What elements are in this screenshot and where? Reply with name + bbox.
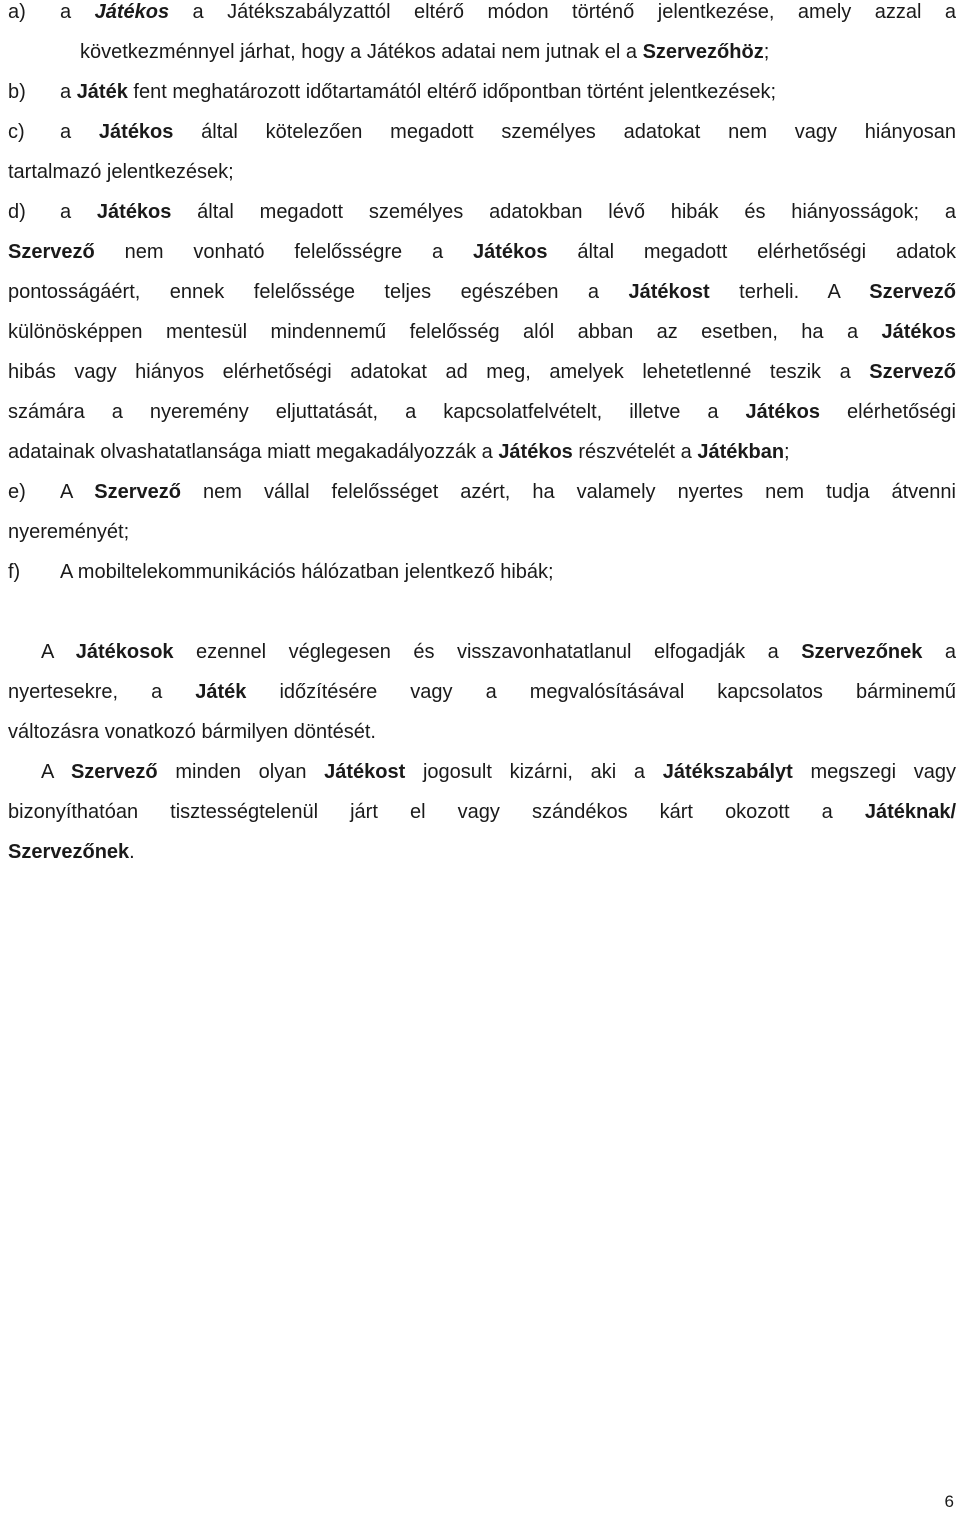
item-text-line: a Játékos által megadott személyes adatokban lévő hibák és hiányosságok; a bbox=[60, 201, 956, 223]
paragraph-line: változásra vonatkozó bármilyen döntését. bbox=[8, 721, 376, 743]
item-text-line: következménnyel járhat, hogy a Játékos adatai nem jutnak el a Szervezőhöz; bbox=[80, 41, 770, 63]
item-text-line: adatainak olvashatatlansága miatt megakadályozzák a Játékos részvételét a Játékban; bbox=[8, 441, 790, 463]
paragraph-line: nyertesekre, a Játék időzítésére vagy a megvalósításával kapcsolatos bárminemű bbox=[8, 681, 956, 703]
item-label: b) bbox=[8, 81, 26, 103]
item-text-line: különösképpen mentesül mindennemű felelősség alól abban az esetben, ha a Játékos bbox=[8, 321, 956, 343]
item-text-line: a Játék fent meghatározott időtartamától eltérő időpontban történt jelentkezések; bbox=[60, 81, 777, 103]
item-text-line: A mobiltelekommunikációs hálózatban jelentkező hibák; bbox=[60, 561, 554, 583]
item-text-line: pontosságáért, ennek felelőssége teljes egészében a Játékost terheli. A Szervező bbox=[8, 281, 956, 303]
item-label: e) bbox=[8, 481, 26, 503]
paragraph-line: A Szervező minden olyan Játékost jogosult kizárni, aki a Játékszabályt megszegi vagy bbox=[41, 761, 957, 783]
item-label: f) bbox=[8, 561, 21, 583]
item-label: a) bbox=[8, 1, 26, 23]
item-text-line: nyereményét; bbox=[8, 521, 130, 543]
item-text-line: a Játékos által kötelezően megadott személyes adatokat nem vagy hiányosan bbox=[60, 121, 956, 143]
item-label: d) bbox=[8, 201, 26, 223]
item-text-line: tartalmazó jelentkezések; bbox=[8, 161, 234, 183]
item-text-line: A Szervező nem vállal felelősséget azért, ha valamely nyertes nem tudja átvenni bbox=[60, 481, 956, 503]
item-text-line: hibás vagy hiányos elérhetőségi adatokat ad meg, amelyek lehetetlenné teszik a Szervező bbox=[8, 361, 956, 383]
item-label: c) bbox=[8, 121, 25, 143]
paragraph-line: Szervezőnek. bbox=[8, 841, 135, 863]
item-text-line: Szervező nem vonható felelősségre a Játékos által megadott elérhetőségi adatok bbox=[8, 241, 957, 263]
paragraph-line: bizonyíthatóan tisztességtelenül járt el vagy szándékos kárt okozott a Játéknak/ bbox=[8, 801, 956, 823]
item-text-line: a Játékos a Játékszabályzattól eltérő módon történő jelentkezése, amely azzal a bbox=[60, 1, 956, 23]
item-text-line: számára a nyeremény eljuttatását, a kapcsolatfelvételt, illetve a Játékos elérhetőségi bbox=[8, 401, 956, 423]
paragraph-line: A Játékosok ezennel véglegesen és visszavonhatatlanul elfogadják a Szervezőnek a bbox=[41, 641, 956, 663]
page-number: 6 bbox=[944, 1492, 954, 1511]
